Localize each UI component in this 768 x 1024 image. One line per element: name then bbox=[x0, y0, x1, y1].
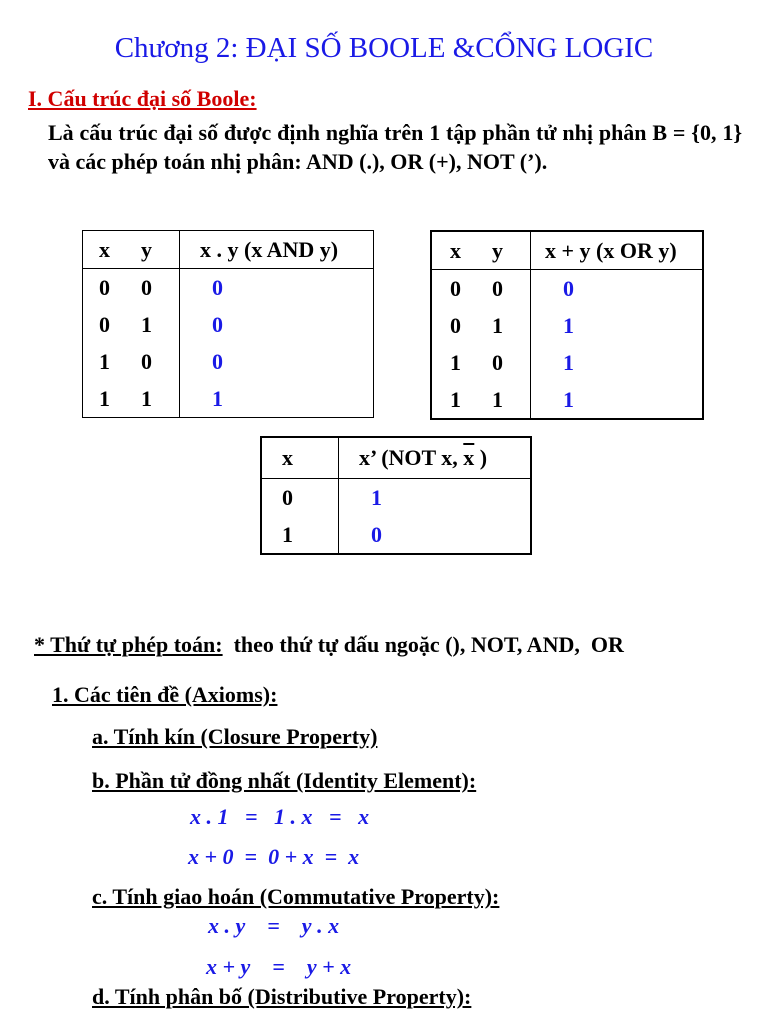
or-header-y: y bbox=[492, 231, 531, 270]
not-header-x: x bbox=[261, 437, 339, 479]
table-row: 1 1 1 bbox=[431, 381, 703, 419]
table-row: 1 0 1 bbox=[431, 344, 703, 381]
identity-equation-or: x + 0 = 0 + x = x bbox=[188, 844, 360, 869]
and-header-x: x bbox=[83, 231, 142, 269]
not-truth-table bbox=[260, 436, 532, 555]
or-truth-table bbox=[430, 230, 704, 420]
axiom-closure: a. Tính kín (Closure Property) bbox=[92, 724, 378, 749]
table-row: 0 1 0 bbox=[83, 306, 374, 343]
or-header-result: x + y (x OR y) bbox=[531, 231, 704, 270]
table-row: 1 0 0 bbox=[83, 343, 374, 380]
and-header-y: y bbox=[141, 231, 180, 269]
axiom-identity: b. Phần tử đồng nhất (Identity Element): bbox=[92, 768, 477, 793]
table-row: 0 0 0 bbox=[431, 270, 703, 308]
operation-order bbox=[34, 632, 624, 658]
table-row: 1 1 1 bbox=[83, 380, 374, 418]
table-row: 1 0 bbox=[261, 516, 531, 554]
identity-equation-and: x . 1 = 1 . x = x bbox=[190, 804, 370, 829]
commutative-equation-and: x . y = y . x bbox=[208, 913, 340, 938]
table-row: 0 1 1 bbox=[431, 307, 703, 344]
table-row: 0 0 0 bbox=[83, 269, 374, 307]
operation-order-label: * Thứ tự phép toán: bbox=[34, 632, 223, 657]
and-header-result: x . y (x AND y) bbox=[180, 231, 374, 269]
commutative-equation-or: x + y = y + x bbox=[206, 954, 352, 979]
or-header-x: x bbox=[431, 231, 492, 270]
and-truth-table bbox=[82, 230, 374, 418]
not-header-result: x’ (NOT x, $\overline{x}$ ) bbox=[339, 437, 532, 479]
operation-order-text: theo thứ tự dấu ngoặc (), NOT, AND, OR bbox=[222, 632, 624, 657]
table-row: 0 1 bbox=[261, 479, 531, 517]
intro-paragraph: Là cấu trúc đại số được định nghĩa trên 1 tập phần tử nhị phân B = {0, 1} và các phép toán nhị phân: AND (.), OR (+), NOT (’). bbox=[48, 120, 742, 174]
axioms-heading: 1. Các tiên đề (Axioms): bbox=[52, 682, 278, 707]
axiom-commutative: c. Tính giao hoán (Commutative Property): bbox=[92, 884, 500, 909]
axiom-distributive: d. Tính phân bố (Distributive Property): bbox=[92, 984, 472, 1009]
page-title: Chương 2: ĐẠI SỐ BOOLE &CỔNG LOGIC bbox=[114, 32, 654, 64]
section-heading: I. Cấu trúc đại số Boole: bbox=[28, 86, 257, 111]
